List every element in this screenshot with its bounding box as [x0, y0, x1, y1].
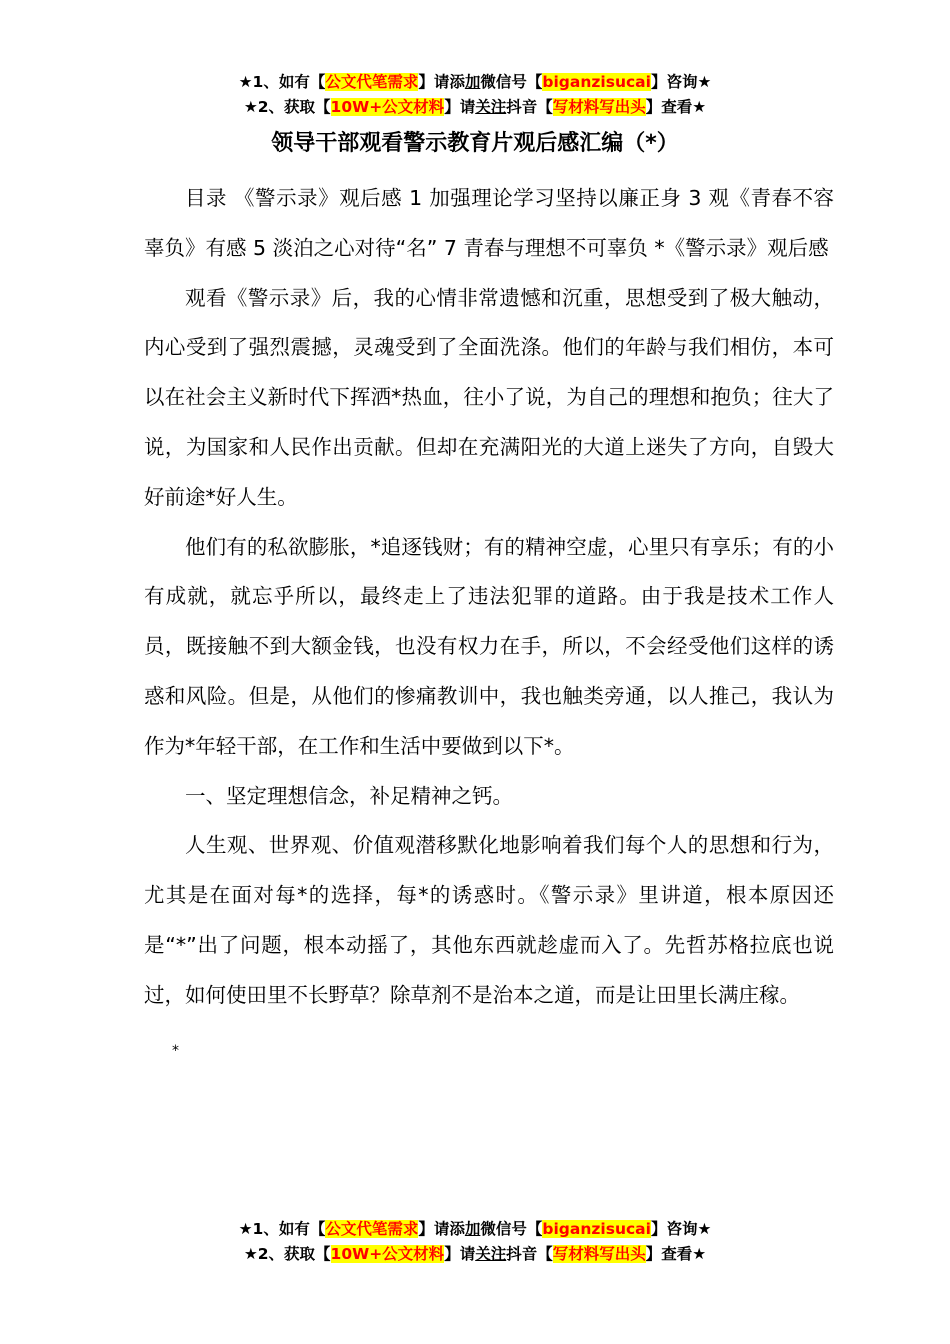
section-heading: 一、坚定理想信念，补足精神之钙。	[185, 783, 513, 808]
highlight-wechat-id: biganzisucai	[542, 1220, 651, 1238]
highlight-materials: 10W+公文材料	[330, 1245, 445, 1263]
highlight-materials: 10W+公文材料	[330, 98, 445, 116]
banner-line-2: ★2、获取【10W+公文材料】请关注抖音【写材料写出头】查看★	[243, 98, 707, 116]
banner-line-2: ★2、获取【10W+公文材料】请关注抖音【写材料写出头】查看★	[243, 1245, 707, 1263]
paragraph: *	[172, 1042, 179, 1059]
highlight-service: 公文代笔需求	[325, 1220, 419, 1238]
table-of-contents: 目录 《警示录》观后感 1 加强理论学习坚持以廉正身 3 观《青春不容辜负》有感 5 淡泊之心对待“名” 7 青春与理想不可辜负 *《警示录》观后感	[144, 186, 834, 260]
highlight-wechat-id: biganzisucai	[542, 73, 651, 91]
highlight-service: 公文代笔需求	[325, 73, 419, 91]
highlight-douyin: 写材料写出头	[552, 1245, 646, 1263]
document-title: 领导干部观看警示教育片观后感汇编（*）	[271, 131, 679, 156]
document-body	[144, 174, 834, 1081]
banner-line-1: ★1、如有【公文代笔需求】请添加微信号【biganzisucai】咨询★	[238, 73, 712, 91]
paragraph: 观看《警示录》后，我的心情非常遗憾和沉重，思想受到了极大触动，内心受到了强烈震撼，灵魂受到了全面洗涤。他们的年龄与我们相仿，本可以在社会主义新时代下挥洒*热血，往小了说，为自己的理想和抱负；往大了说，为国家和人民作出贡献。但却在充满阳光的大道上迷失了方向，自毁大好前途*好人生。	[144, 285, 834, 509]
paragraph: 他们有的私欲膨胀，*追逐钱财；有的精神空虚，心里只有享乐；有的小有成就，就忘乎所以，最终走上了违法犯罪的道路。由于我是技术工作人员，既接触不到大额金钱，也没有权力在手，所以，不会经受他们这样的诱惑和风险。但是，从他们的惨痛教训中，我也触类旁通，以人推己，我认为作为*年轻干部，在工作和生活中要做到以下*。	[144, 534, 834, 758]
highlight-douyin: 写材料写出头	[552, 98, 646, 116]
paragraph: 人生观、世界观、价值观潜移默化地影响着我们每个人的思想和行为，尤其是在面对每*的选择，每*的诱惑时。《警示录》里讲道，根本原因还是“*”出了问题，根本动摇了，其他东西就趁虚而入了。先哲苏格拉底也说过，如何使田里不长野草？除草剂不是治本之道，而是让田里长满庄稼。	[144, 833, 834, 1007]
bottom-banner	[0, 1217, 950, 1267]
top-banner	[0, 70, 950, 120]
banner-line-1: ★1、如有【公文代笔需求】请添加微信号【biganzisucai】咨询★	[238, 1220, 712, 1238]
